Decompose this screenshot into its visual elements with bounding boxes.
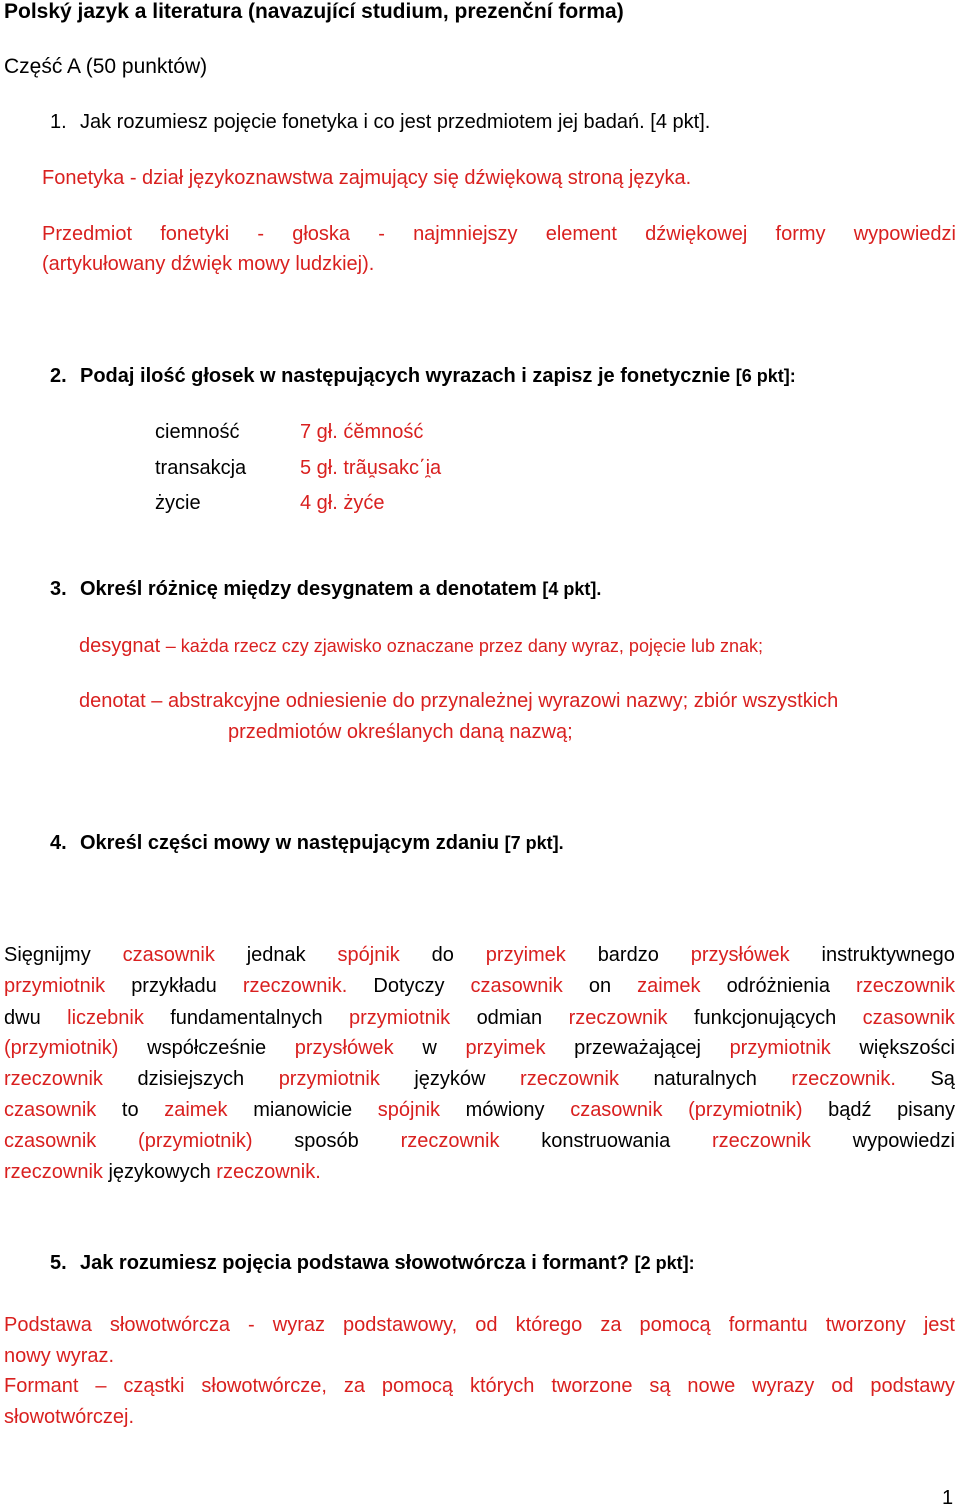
q2-word-3: życie <box>155 492 201 514</box>
q5-line3-word: pomocą <box>381 1375 454 1397</box>
question-text: Podaj ilość głosek w następujących wyrazach i zapisz je fonetycznie <box>80 365 731 387</box>
sentence-word: dwu <box>4 1007 41 1029</box>
q4-line <box>4 1130 955 1153</box>
q1-line2-word: element <box>545 223 617 245</box>
part-of-speech-label: czasownik <box>470 975 563 997</box>
sentence-word: bądź <box>828 1099 872 1121</box>
q5-line3-word: są <box>649 1375 671 1397</box>
page-number: 1 <box>942 1487 954 1509</box>
q4-line <box>4 1099 955 1122</box>
sentence-word: do <box>431 944 454 966</box>
denotat-definition-cont: przedmiotów określanych daną nazwą; <box>228 721 573 743</box>
q5-line3-word: wyrazy <box>752 1375 815 1397</box>
q5-answer-line-1 <box>4 1314 955 1337</box>
part-of-speech-label: przymiotnik <box>349 1007 451 1029</box>
q1-answer-line-3: (artykułowany dźwięk mowy ludzkiej). <box>42 253 375 275</box>
document-title: Polský jazyk a literatura (navazující studium, prezenční forma) <box>4 0 624 23</box>
q5-line1-word: którego <box>515 1314 583 1336</box>
part-of-speech-label: rzeczownik <box>520 1068 619 1090</box>
question-text: Jak rozumiesz pojęcia podstawa słowotwórcza i formant? <box>80 1252 630 1274</box>
part-of-speech-label: rzeczownik <box>400 1130 500 1152</box>
q5-line3-word: tworzone <box>551 1375 633 1397</box>
part-of-speech-label: (przymiotnik) <box>138 1130 253 1152</box>
desygnat-term: desygnat <box>79 635 161 657</box>
part-of-speech-label: spójnik <box>377 1099 441 1121</box>
q1-answer-line-1: Fonetyka - dział językoznawstwa zajmujący się dźwiękową stroną języka. <box>42 167 692 189</box>
part-of-speech-label: czasownik <box>122 944 215 966</box>
q5-line3-word: słowotwórcze, <box>201 1375 327 1397</box>
denotat-definition: – abstrakcyjne odniesienie do przynależnej wyrazowi nazwy; zbiór wszystkich <box>151 690 839 712</box>
q5-answer-line-4: słowotwórczej. <box>4 1406 135 1428</box>
q1-line2-word: - <box>257 223 265 245</box>
sentence-word: to <box>121 1099 139 1121</box>
q1-line2-word: Przedmiot <box>42 223 133 245</box>
part-of-speech-label: rzeczownik. <box>216 1161 321 1183</box>
part-of-speech-label: rzeczownik <box>4 1068 103 1090</box>
sentence-word: mówiony <box>465 1099 545 1121</box>
q1-answer-line-2 <box>42 223 956 246</box>
sentence-word: konstruowania <box>541 1130 671 1152</box>
q5-line1-word: słowotwórcza <box>109 1314 230 1336</box>
part-of-speech-label: przyimek <box>465 1037 546 1059</box>
sentence-word: przeważającej <box>574 1037 701 1059</box>
sentence-word: języków <box>414 1068 486 1090</box>
q4-line <box>4 1068 955 1091</box>
q1-line2-word: wypowiedzi <box>853 223 956 245</box>
part-of-speech-label: przymiotnik <box>729 1037 831 1059</box>
part-of-speech-label: rzeczownik <box>4 1161 103 1183</box>
q5-line1-word: pomocą <box>639 1314 711 1336</box>
part-of-speech-label: przyimek <box>485 944 566 966</box>
q2-word-2: transakcja <box>155 457 247 479</box>
question-3 <box>50 578 601 601</box>
q2-answer-1: 7 gł. ćĕmność <box>300 421 424 443</box>
q5-line1-word: - <box>248 1314 255 1336</box>
sentence-word: sposób <box>294 1130 359 1152</box>
q4-line <box>4 1007 955 1030</box>
q1-line2-word: fonetyki <box>160 223 230 245</box>
q5-line1-word: wyraz <box>272 1314 325 1336</box>
sentence-word: pisany <box>897 1099 955 1121</box>
sentence-word: on <box>588 975 612 997</box>
question-number: 3. <box>50 578 67 600</box>
part-of-speech-label: przymiotnik <box>4 975 106 997</box>
desygnat-definition: – każda rzecz czy zjawisko oznaczane przez dany wyraz, pojęcie lub znak; <box>165 636 764 656</box>
part-of-speech-label: (przymiotnik) <box>688 1099 803 1121</box>
sentence-word: naturalnych <box>653 1068 757 1090</box>
q5-line1-word: podstawowy, <box>343 1314 458 1336</box>
q2-answer-3: 4 gł. żyće <box>300 492 385 514</box>
q5-line3-word: – <box>95 1375 107 1397</box>
sentence-word: jednak <box>246 944 306 966</box>
sentence-word: fundamentalnych <box>170 1007 323 1029</box>
question-1 <box>50 111 710 134</box>
question-text: Określ części mowy w następującym zdaniu <box>80 832 500 854</box>
part-of-speech-label: spójnik <box>337 944 400 966</box>
sentence-word: językowych <box>102 1161 217 1183</box>
question-points: [6 pkt]: <box>735 366 796 386</box>
part-of-speech-label: czasownik <box>4 1130 97 1152</box>
part-of-speech-label: rzeczownik <box>712 1130 811 1152</box>
sentence-word: większości <box>859 1037 955 1059</box>
q1-line2-word: głoska <box>292 223 351 245</box>
part-of-speech-label: czasownik <box>570 1099 663 1121</box>
q5-line3-word: podstawy <box>870 1375 955 1397</box>
q4-line <box>4 1161 321 1184</box>
part-of-speech-label: zaimek <box>164 1099 228 1121</box>
q2-word-1: ciemność <box>155 421 240 443</box>
q5-line3-word: nowe <box>687 1375 736 1397</box>
part-of-speech-label: przymiotnik <box>278 1068 380 1090</box>
sentence-word: Sięgnijmy <box>4 944 91 966</box>
q4-line <box>4 975 955 998</box>
part-of-speech-label: przysłówek <box>690 944 790 966</box>
q3-denotat <box>79 690 838 713</box>
sentence-word: przykładu <box>131 975 217 997</box>
denotat-term: denotat <box>79 690 146 712</box>
sentence-word: mianowicie <box>253 1099 353 1121</box>
sentence-word: wypowiedzi <box>852 1130 955 1152</box>
q4-line <box>4 1037 955 1060</box>
q1-line2-word: dźwiękowej <box>645 223 748 245</box>
part-of-speech-label: czasownik <box>862 1007 955 1029</box>
sentence-word: odmian <box>476 1007 543 1029</box>
q5-line3-word: od <box>831 1375 854 1397</box>
question-points: [4 pkt]. <box>650 111 711 133</box>
q5-line3-word: których <box>469 1375 535 1397</box>
q5-line1-word: Podstawa <box>4 1314 92 1336</box>
question-number: 1. <box>50 111 67 133</box>
question-points: [4 pkt]. <box>542 579 602 599</box>
q5-line3-word: cząstki <box>123 1375 185 1397</box>
question-points: [2 pkt]: <box>634 1253 695 1273</box>
question-text: Określ różnicę między desygnatem a denotatem <box>80 578 537 600</box>
q5-answer-line-3 <box>4 1375 955 1398</box>
sentence-word: bardzo <box>597 944 659 966</box>
sentence-word: odróżnienia <box>726 975 830 997</box>
q5-line1-word: za <box>600 1314 622 1336</box>
question-text: Jak rozumiesz pojęcie fonetyka i co jest przedmiotem jej badań. <box>80 111 645 133</box>
sentence-word: w <box>422 1037 437 1059</box>
sentence-word: dzisiejszych <box>137 1068 245 1090</box>
q5-line1-word: tworzony <box>825 1314 906 1336</box>
part-of-speech-label: czasownik <box>4 1099 97 1121</box>
part-of-speech-label: przysłówek <box>294 1037 394 1059</box>
q5-answer-line-2: nowy wyraz. <box>4 1345 115 1367</box>
q5-line1-word: formantu <box>728 1314 808 1336</box>
q5-line3-word: Formant <box>4 1375 79 1397</box>
q1-line2-word: - <box>378 223 385 245</box>
part-of-speech-label: rzeczownik. <box>791 1068 896 1090</box>
q5-line1-word: jest <box>923 1314 955 1336</box>
sentence-word: Są <box>930 1068 955 1090</box>
q2-answer-2: 5 gł. trãu̯sakc΄i̯a <box>300 457 442 479</box>
part-of-speech-label: (przymiotnik) <box>4 1037 119 1059</box>
q3-desygnat <box>79 635 763 658</box>
question-number: 4. <box>50 832 67 854</box>
q4-line <box>4 944 955 967</box>
question-number: 2. <box>50 365 67 387</box>
question-points: [7 pkt]. <box>504 833 564 853</box>
q5-line3-word: za <box>343 1375 366 1397</box>
question-4 <box>50 832 564 855</box>
question-2 <box>50 365 796 388</box>
part-of-speech-label: rzeczownik <box>568 1007 668 1029</box>
question-number: 5. <box>50 1252 67 1274</box>
q1-line2-word: formy <box>775 223 826 245</box>
q1-line2-word: najmniejszy <box>413 223 518 245</box>
question-5 <box>50 1252 695 1275</box>
sentence-word: instruktywnego <box>821 944 955 966</box>
q5-line1-word: od <box>475 1314 498 1336</box>
part-of-speech-label: zaimek <box>637 975 701 997</box>
part-of-speech-label: liczebnik <box>67 1007 144 1029</box>
part-heading: Część A (50 punktów) <box>4 55 208 78</box>
part-of-speech-label: rzeczownik <box>856 975 955 997</box>
sentence-word: Dotyczy <box>373 975 445 997</box>
part-of-speech-label: rzeczownik. <box>242 975 348 997</box>
sentence-word: funkcjonujących <box>693 1007 837 1029</box>
sentence-word: współcześnie <box>147 1037 267 1059</box>
